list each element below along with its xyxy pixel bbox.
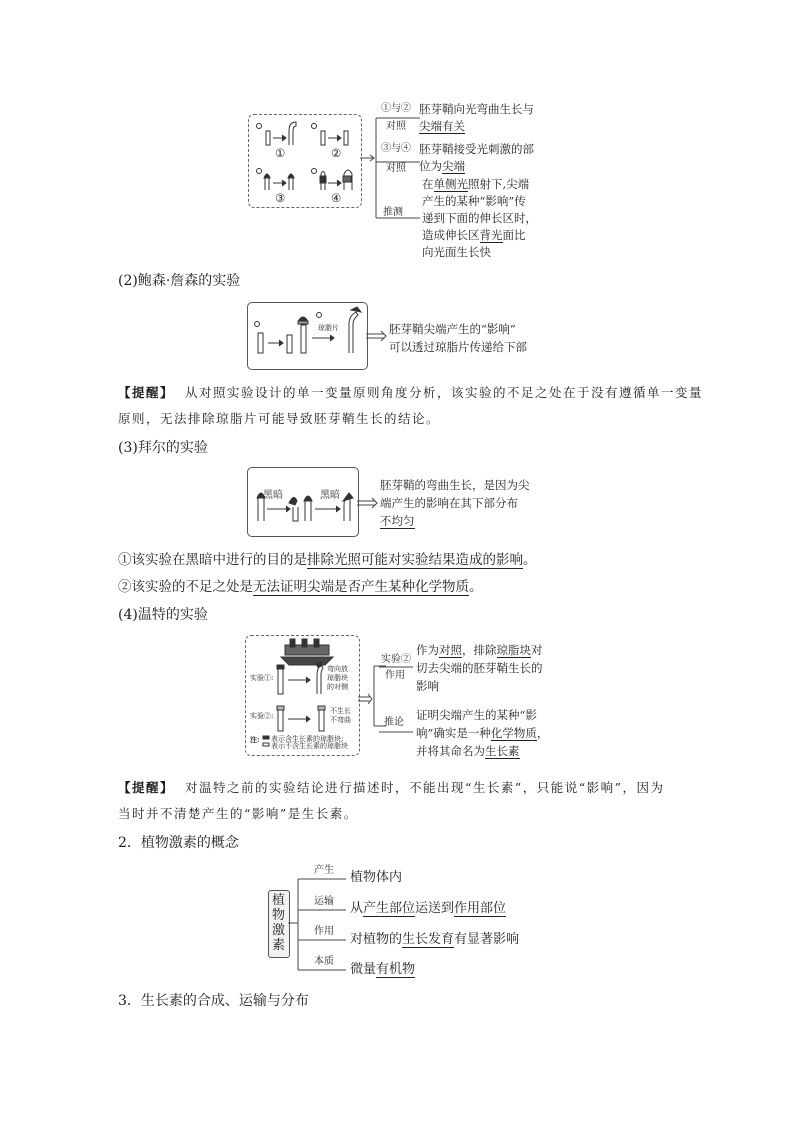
tip2-line2: 当时并不清楚产生的“影响”是生长素。: [118, 806, 358, 821]
dark-label-1: 黑暗: [263, 490, 283, 501]
inference-line1: 在单侧光照射下,尖端: [422, 177, 530, 191]
exp4-result-a2: 琼脂块: [327, 674, 348, 682]
went-b2: 推论: [384, 717, 404, 728]
boysen-arrow: [366, 331, 388, 341]
paal-arrow: [357, 498, 379, 508]
exp4-result-a3: 的对侧: [327, 683, 348, 691]
went-c1-line1: 作为对照，排除琼脂块对: [416, 643, 543, 657]
fig-label-3: ③: [275, 191, 286, 205]
bracket3-label: 推测: [383, 207, 403, 218]
tip1-line1: 【提醒】 从对照实验设计的单一变量原则角度分析，该实验的不足之处在于没有遵循单一变量: [118, 385, 703, 400]
exp4-result-b1: 不生长: [330, 707, 351, 715]
inference-line3: 递到下面的伸长区时，: [422, 211, 537, 225]
fig-label-4: ④: [331, 191, 342, 205]
exp4-result-b2: 不弯曲: [330, 716, 351, 724]
sec2-heading: 2．植物激素的概念: [118, 835, 239, 851]
tip2-line1: 【提醒】 对温特之前的实验结论进行描述时，不能出现“生长素”，只能说“影响”，因为: [118, 780, 665, 795]
exp4-heading: (4)温特的实验: [118, 607, 208, 623]
row-value-nature: 微量有机物: [350, 962, 416, 977]
box-char-2: 物: [272, 908, 286, 923]
went-c2-line2: 响”确实是一种化学物质，: [416, 726, 549, 740]
row-value-produce: 植物体内: [350, 870, 403, 885]
exp3-question2: ②该实验的不足之处是无法证明尖端是否产生某种化学物质。: [118, 579, 483, 595]
row-key-nature: 本质: [314, 956, 334, 967]
went-b1-top: 实验②: [381, 654, 411, 665]
exp4-a-label: 实验①:: [250, 674, 274, 682]
row-value-transport: 从产生部位运送到作用部位: [350, 901, 507, 916]
exp3-conclusion-line1: 胚芽鞘的弯曲生长，是因为尖: [380, 478, 530, 492]
conclusion1-line1: 胚芽鞘向光弯曲生长与: [419, 102, 534, 116]
went-b1-bottom: 作用: [385, 670, 405, 681]
exp2-conclusion-line1: 胚芽鞘尖端产生的“影响”: [389, 322, 516, 336]
exp4-note-tag: 注:: [250, 735, 260, 744]
inference-line4: 造成伸长区背光面比: [422, 228, 526, 242]
exp3-question1: ①该实验在黑暗中进行的目的是排除光照可能对实验结果造成的影响。: [118, 552, 537, 568]
exp3-heading: (3)拜尔的实验: [118, 440, 208, 456]
box-char-4: 素: [272, 938, 286, 953]
conclusion2-line1: 胚芽鞘接受光刺激的部: [419, 142, 534, 156]
exp3-conclusion-line2: 端产生的影响在其下部分布: [380, 496, 518, 510]
row-value-effect: 对植物的生长发育有显著影响: [350, 932, 520, 947]
fig-label-2: ②: [331, 146, 342, 160]
bracket1-top: ①与②: [381, 103, 411, 114]
agar-label: 琼脂片: [318, 324, 339, 332]
exp4-b-label: 实验②:: [250, 712, 274, 720]
dark-label-2: 黑暗: [320, 490, 340, 501]
box-char-1: 植: [272, 893, 286, 908]
exp3-conclusion-line3: 不均匀: [380, 514, 415, 528]
row-key-transport: 运输: [314, 896, 334, 907]
row-key-effect: 作用: [314, 926, 334, 937]
bracket2-top: ③与④: [381, 143, 411, 154]
went-c1-line3: 影响: [416, 679, 439, 693]
exp4-note2: 表示不含生长素的琼脂块: [271, 742, 348, 750]
exp4-result-a1: 弯向放: [327, 665, 348, 673]
went-b1-line: [379, 666, 413, 668]
exp2-conclusion-line2: 可以透过琼脂片传递给下部: [389, 340, 527, 354]
inference-line2: 产生的某种“影响”传: [422, 194, 526, 208]
bracket1-bottom: 对照: [386, 121, 406, 132]
darwin-figure: [248, 114, 360, 206]
row-key-produce: 产生: [314, 865, 334, 876]
conclusion2-line2: 位为尖端: [419, 159, 465, 173]
tip1-line2: 原则，无法排除琼脂片可能导致胚芽鞘生长的结论。: [118, 411, 441, 426]
conclusion1-line2: 尖端有关: [419, 119, 465, 133]
exp4-note1: 表示含生长素的琼脂块;: [271, 735, 344, 743]
went-b2-line: [379, 731, 413, 733]
boysen-figure: [247, 302, 366, 368]
box-char-3: 激: [272, 923, 286, 938]
inference-line5: 向光面生长快: [422, 245, 491, 259]
bracket2-bottom: 对照: [386, 163, 406, 174]
went-c2-line1: 证明尖端产生的某种“影: [416, 708, 537, 722]
exp2-heading: (2)鲍森·詹森的实验: [118, 273, 241, 289]
went-c1-line2: 切去尖端的胚芽鞘生长的: [416, 661, 543, 675]
went-c2-line3: 并将其命名为生长素: [416, 744, 520, 758]
sec3-heading: 3．生长素的合成、运输与分布: [118, 993, 309, 1009]
fig-label-1: ①: [275, 146, 286, 160]
